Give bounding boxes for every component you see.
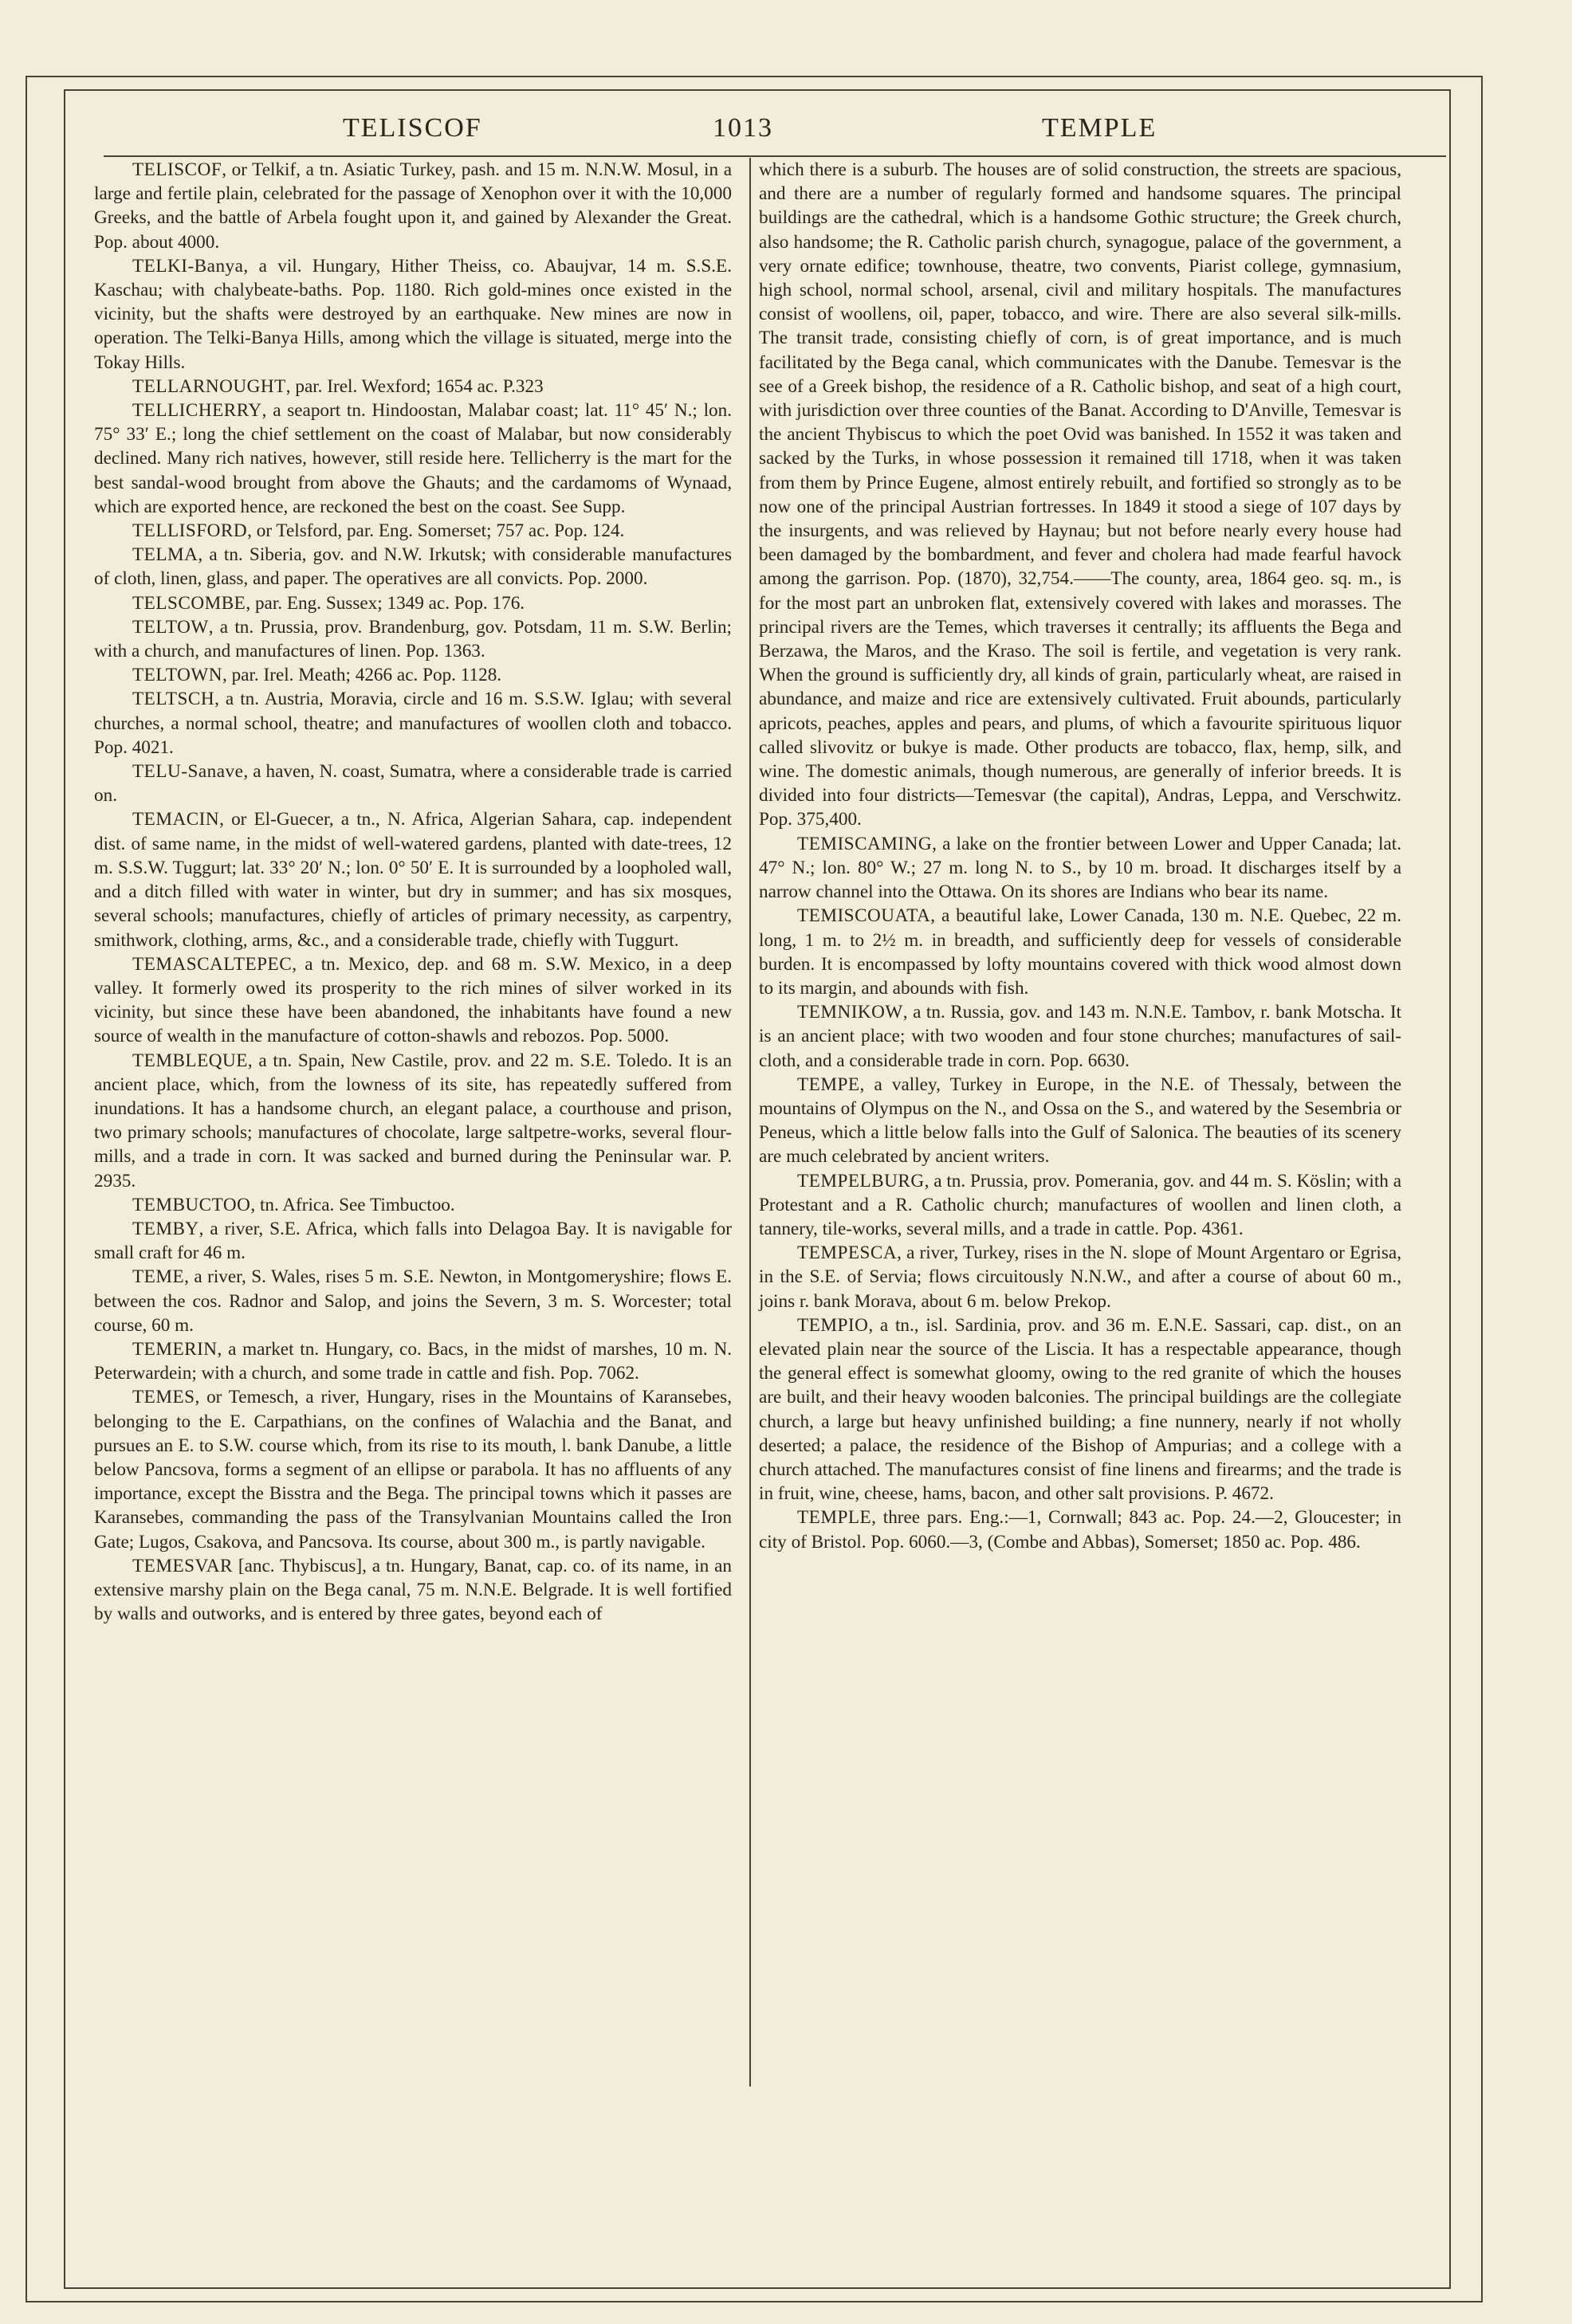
entry-headword: TELLISFORD — [132, 520, 248, 542]
entry-text: , a tn. Siberia, gov. and N.W. Irkutsk; with considerable manufactures of cloth, linen, glass, and paper. The operatives are all convicts. Pop. 2000. — [94, 544, 732, 590]
entry-tembuctoo — [94, 1193, 732, 1217]
entry-teltsch — [94, 687, 732, 760]
entry-text: , a tn. Mexico, dep. and 68 m. S.W. Mexico, in a deep valley. It formerly owed its prosperity to the rich mines of silver worked in its vicinity, but since these have been abandoned, the inhabitants have found a new source of wealth in the manufacture of cotton-shawls and rebozos. Pop. 5000. — [94, 953, 732, 1047]
entry-continuation — [759, 158, 1401, 832]
entry-teltown — [94, 663, 732, 687]
entry-text: , par. Eng. Sussex; 1349 ac. Pop. 176. — [246, 592, 525, 614]
entry-headword: TELKI-Banya — [132, 255, 244, 277]
entry-temacin — [94, 807, 732, 952]
entry-text: , a beautiful lake, Lower Canada, 130 m. N.E. Quebec, 22 m. long, 1 m. to 2½ m. in breadth, and sufficiently deep for vessels of considerable burden. It is encompassed by lofty mountains covered with thick wood almost down to its margin, and abounds with fish. — [759, 905, 1401, 999]
entry-headword: TELU-Sanave — [132, 761, 244, 783]
entry-text: , a tn. Prussia, prov. Brandenburg, gov. Potsdam, 11 m. S.W. Berlin; with a church, and manufactures of linen. Pop. 1363. — [94, 616, 732, 662]
entry-tellisford — [94, 519, 732, 543]
entry-text: , three pars. Eng.:—1, Cornwall; 843 ac. Pop. 24.—2, Gloucester; in city of Bristol. Pop. 6060.—3, (Combe and Abbas), Somerset; 1850 ac. Pop. 486. — [759, 1507, 1401, 1553]
entry-telma — [94, 543, 732, 591]
entry-temerin — [94, 1337, 732, 1385]
entry-headword: TELTOW — [132, 616, 209, 638]
entry-headword: TEMISCOUATA — [797, 905, 931, 927]
entry-temple — [759, 1505, 1401, 1553]
entry-text: which there is a suburb. The houses are of solid construction, the streets are spacious, and there are a number of regularly formed and handsome squares. The principal buildings are the cathedral, which is a handsome Gothic structure; the Greek church, also handsome; the R. Catholic parish church, synagogue, palace of the government, a very ornate edifice; townhouse, theatre, two convents, Piarist college, gymnasium, high school, normal school, arsenal, civil and military hospitals. The manufactures consist of woollens, oil, paper, tobacco, and wire. There are also several silk-mills. The transit trade, consisting chiefly of corn, is of great importance, and is much facilitated by the Bega canal, which communicates with the Danube. Temesvar is the see of a Greek bishop, the residence of a R. Catholic bishop, and seat of a high court, with jurisdiction over three counties of the Banat. According to D'Anville, Temesvar is the ancient Thybiscus to which the poet Ovid was banished. In 1552 it was taken and sacked by the Turks, in whose possession it remained till 1718, when it was taken from them by Prince Eugene, almost entirely rebuilt, and fortified so strongly as to be now one of the principal Austrian fortresses. In 1849 it stood a siege of 107 days by the insurgents, and was relieved by Haynau; but not before nearly every house had been damaged by the bombardment, and fever and cholera had made fearful havock among the garrison. Pop. (1870), 32,754.——The county, area, 1864 geo. sq. m., is for the most part an unbroken flat, extensively covered with lakes and morasses. The principal rivers are the Temes, which traverses it centrally; its affluents the Bega and Berzawa, the Maros, and the Kraso. The soil is fertile, and vegetation is very rank. When the ground is sufficiently dry, all kinds of grain, particularly wheat, are raised in abundance, and maize and rice are extensively cultivated. Fruit abounds, particularly apricots, peaches, apples and pears, and plums, of which a favourite spirituous liquor called slivovitz or bukye is made. Other products are tobacco, flax, hemp, silk, and wine. The domestic animals, though numerous, are generally of inferior breeds. It is divided into four districts—Temesvar (the capital), Andras, Leppa, and Verschwitz. Pop. 375,400. — [759, 159, 1401, 830]
left-column — [94, 158, 732, 1626]
entry-text: , a market tn. Hungary, co. Bacs, in the midst of marshes, 10 m. N. Peterwardein; with a church, and some trade in cattle and fish. Pop. 7062. — [94, 1338, 732, 1384]
running-head-left: TELISCOF — [343, 113, 482, 143]
entry-text: , a tn. Russia, gov. and 143 m. N.N.E. Tambov, r. bank Motscha. It is an ancient place; with two wooden and four stone churches; manufactures of sail-cloth, and a considerable trade in corn. Pop. 6630. — [759, 1002, 1401, 1071]
entry-headword: TEMBUCTOO — [132, 1194, 251, 1215]
entry-text: , a river, Turkey, rises in the N. slope of Mount Argentaro or Egrisa, in the S.E. of Servia; flows circuitously N.N.W., and after a course of about 60 m., joins r. bank Morava, about 6 m. below Prekop. — [759, 1242, 1401, 1312]
entry-text: , a river, S.E. Africa, which falls into Delagoa Bay. It is navigable for small craft for 46 m. — [94, 1218, 732, 1264]
entry-text: , par. Irel. Meath; 4266 ac. Pop. 1128. — [222, 665, 502, 686]
entry-tempio — [759, 1313, 1401, 1506]
entry-temiscouata — [759, 904, 1401, 1000]
entry-temby — [94, 1217, 732, 1265]
entry-headword: TELTSCH — [132, 689, 215, 710]
entry-headword: TEMPELBURG — [797, 1170, 925, 1191]
entry-tempe — [759, 1073, 1401, 1169]
entry-headword: TEMASCALTEPEC — [132, 953, 293, 975]
entry-temascaltepec — [94, 952, 732, 1049]
entry-headword: TELSCOMBE — [132, 592, 246, 614]
entry-telscombe — [94, 591, 732, 615]
entry-headword: TEME — [132, 1266, 185, 1288]
entry-text: , a valley, Turkey in Europe, in the N.E. of Thessaly, between the mountains of Olympus on the N., and Ossa on the S., and watered by the Sesembria or Peneus, which a little below falls into the Gulf of Salonica. The beauties of its scenery are much celebrated by ancient writers. — [759, 1074, 1401, 1168]
running-head-right: TEMPLE — [1042, 113, 1157, 143]
entry-tembleque — [94, 1049, 732, 1193]
entry-headword: TEMPESCA — [797, 1242, 898, 1264]
entry-text: , a seaport tn. Hindoostan, Malabar coast; lat. 11° 45′ N.; lon. 75° 33′ E.; long the chief settlement on the coast of Malabar, but now considerably declined. Many rich natives, however, still reside here. Tellicherry is the mart for the best sandal-wood brought from above the Ghauts; and the cardamoms of Wynaad, which are exported hence, are reckoned the best on the coast. See Supp. — [94, 400, 732, 517]
entry-headword: TEMNIKOW — [797, 1002, 903, 1023]
entry-telu-sanave — [94, 760, 732, 807]
entry-temiscaming — [759, 832, 1401, 905]
entry-headword: TEMPIO — [797, 1314, 869, 1336]
entry-temnikow — [759, 1000, 1401, 1073]
entry-headword: TELLARNOUGHT — [132, 375, 286, 397]
entry-teltow — [94, 615, 732, 663]
entry-headword: TEMPLE — [797, 1507, 872, 1529]
entry-text: , or Telsford, par. Eng. Somerset; 757 ac. Pop. 124. — [247, 520, 625, 542]
column-divider — [749, 158, 751, 2086]
entry-text: , or El-Guecer, a tn., N. Africa, Algerian Sahara, cap. independent dist. of same name, in the midst of well-watered gardens, planted with date-trees, 12 m. S.S.W. Tuggurt; lat. 33° 20′ N.; lon. 0° 50′ E. It is surrounded by a loopholed wall, and a ditch filled with water in winter, but dry in summer; and has six mosques, several schools; manufactures, chiefly of articles of primary necessity, as carpentry, smithwork, clothing, arms, &c., and a considerable trade, chiefly with Tuggurt. — [94, 809, 732, 951]
right-column — [759, 158, 1401, 1554]
page-header — [65, 102, 1449, 158]
entry-teme — [94, 1265, 732, 1337]
header-rule — [104, 155, 1446, 157]
entry-text: , a vil. Hungary, Hither Theiss, co. Abaujvar, 14 m. S.S.E. Kaschau; with chalybeate-baths. Pop. 1180. Rich gold-mines once existed in the vicinity, but the shafts were destroyed by an earthquake. New mines are now in operation. The Telki-Banya Hills, among which the village is situated, merge into the Tokay Hills. — [94, 255, 732, 373]
entry-text: , a lake on the frontier between Lower and Upper Canada; lat. 47° N.; lon. 80° W.; 27 m. long N. to S., by 10 m. broad. It discharges itself by a narrow channel into the Ottawa. On its shores are Indians who bear its name. — [759, 833, 1401, 903]
entry-headword: TEMES — [132, 1387, 195, 1408]
entry-tellarnought — [94, 375, 732, 398]
entry-headword: TEMERIN — [132, 1338, 218, 1360]
entry-text: , or Telkif, a tn. Asiatic Turkey, pash. and 15 m. N.N.W. Mosul, in a large and fertile plain, celebrated for the passage of Xenophon over it with the 10,000 Greeks, and the battle of Arbela fought upon it, and gained by Alexander the Great. Pop. about 4000. — [94, 159, 732, 253]
entry-headword: TEMBLEQUE — [132, 1050, 248, 1071]
entry-headword: TELMA — [132, 544, 198, 566]
entry-headword: TEMPE — [797, 1074, 860, 1095]
entry-temes — [94, 1385, 732, 1553]
entry-text: , par. Irel. Wexford; 1654 ac. P.323 — [285, 375, 544, 397]
page-number: 1013 — [713, 113, 773, 143]
entry-text: [anc. Thybiscus], a tn. Hungary, Banat, cap. co. of its name, in an extensive marshy plain on the Bega canal, 75 m. N.N.E. Belgrade. It is well fortified by walls and outworks, and is entered by three gates, beyond each of — [94, 1555, 732, 1625]
entry-headword: TEMBY — [132, 1218, 199, 1239]
entry-tellicherry — [94, 398, 732, 519]
entry-teliscof — [94, 158, 732, 254]
entry-headword: TEMACIN — [132, 809, 220, 830]
entry-headword: TEMISCAMING — [797, 833, 933, 854]
entry-text: , a tn. Spain, New Castile, prov. and 22 m. S.E. Toledo. It is an ancient place, which, from the lowness of its site, has repeatedly suffered from inundations. It has a handsome church, an elegant palace, a courthouse and prison, two primary schools; manufactures of chocolate, large saltpetre-works, several flour-mills, and a trade in corn. It was sacked and burned during the Peninsular war. P. 2935. — [94, 1050, 732, 1191]
entry-text: , a haven, N. coast, Sumatra, where a considerable trade is carried on. — [94, 761, 732, 807]
entry-text: , a tn. Prussia, prov. Pomerania, gov. and 44 m. S. Köslin; with a Protestant and a R. Catholic church; manufactures of woollen and linen cloth, a tannery, tile-works, several mills, and a trade in cattle. Pop. 4361. — [759, 1170, 1401, 1239]
entry-text: , a tn., isl. Sardinia, prov. and 36 m. E.N.E. Sassari, cap. dist., on an elevated plain near the source of the Liscia. It has a respectable appearance, though the general effect is somewhat gloomy, owing to the red granite of which the houses are built, and their heavy wooden balconies. The principal buildings are the collegiate church, a large but heavy unfinished building; a fine nunnery, nearly if not wholly deserted; a palace, the residence of the Bishop of Ampurias; and a college with a church attached. The manufactures consist of fine linens and firearms; and the trade is in fruit, wine, cheese, hams, bacon, and other salt provisions. P. 4672. — [759, 1314, 1401, 1505]
entry-tempelburg — [759, 1169, 1401, 1242]
entry-headword: TELISCOF — [132, 159, 222, 180]
entry-headword: TEMESVAR — [132, 1555, 233, 1576]
entry-text: , a tn. Austria, Moravia, circle and 16 m. S.S.W. Iglau; with several churches, a normal school, theatre; and manufactures of woollen cloth and tobacco. Pop. 4021. — [94, 689, 732, 758]
entry-tempesca — [759, 1241, 1401, 1313]
entry-headword: TELTOWN — [132, 665, 222, 686]
entry-headword: TELLICHERRY — [132, 400, 262, 422]
entry-temesvar — [94, 1554, 732, 1627]
entry-text: , or Temesch, a river, Hungary, rises in the Mountains of Karansebes, belonging to the E. Carpathians, on the confines of Walachia and the Banat, and pursues an E. to S.W. course which, from its rise to its mouth, l. bank Danube, a little below Pancsova, forms a segment of an ellipse or parabola. It has no affluents of any importance, except the Bisstra and the Bega. The principal towns which it passes are Karansebes, commanding the pass of the Transylvanian Mountains called the Iron Gate; Lugos, Csakova, and Pancsova. Its course, about 300 m., is partly navigable. — [94, 1387, 732, 1553]
entry-text: , a river, S. Wales, rises 5 m. S.E. Newton, in Montgomeryshire; flows E. between the cos. Radnor and Salop, and joins the Severn, 3 m. S. Worcester; total course, 60 m. — [94, 1266, 732, 1336]
entry-telki-banya — [94, 254, 732, 375]
entry-text: , tn. Africa. See Timbuctoo. — [250, 1194, 455, 1215]
